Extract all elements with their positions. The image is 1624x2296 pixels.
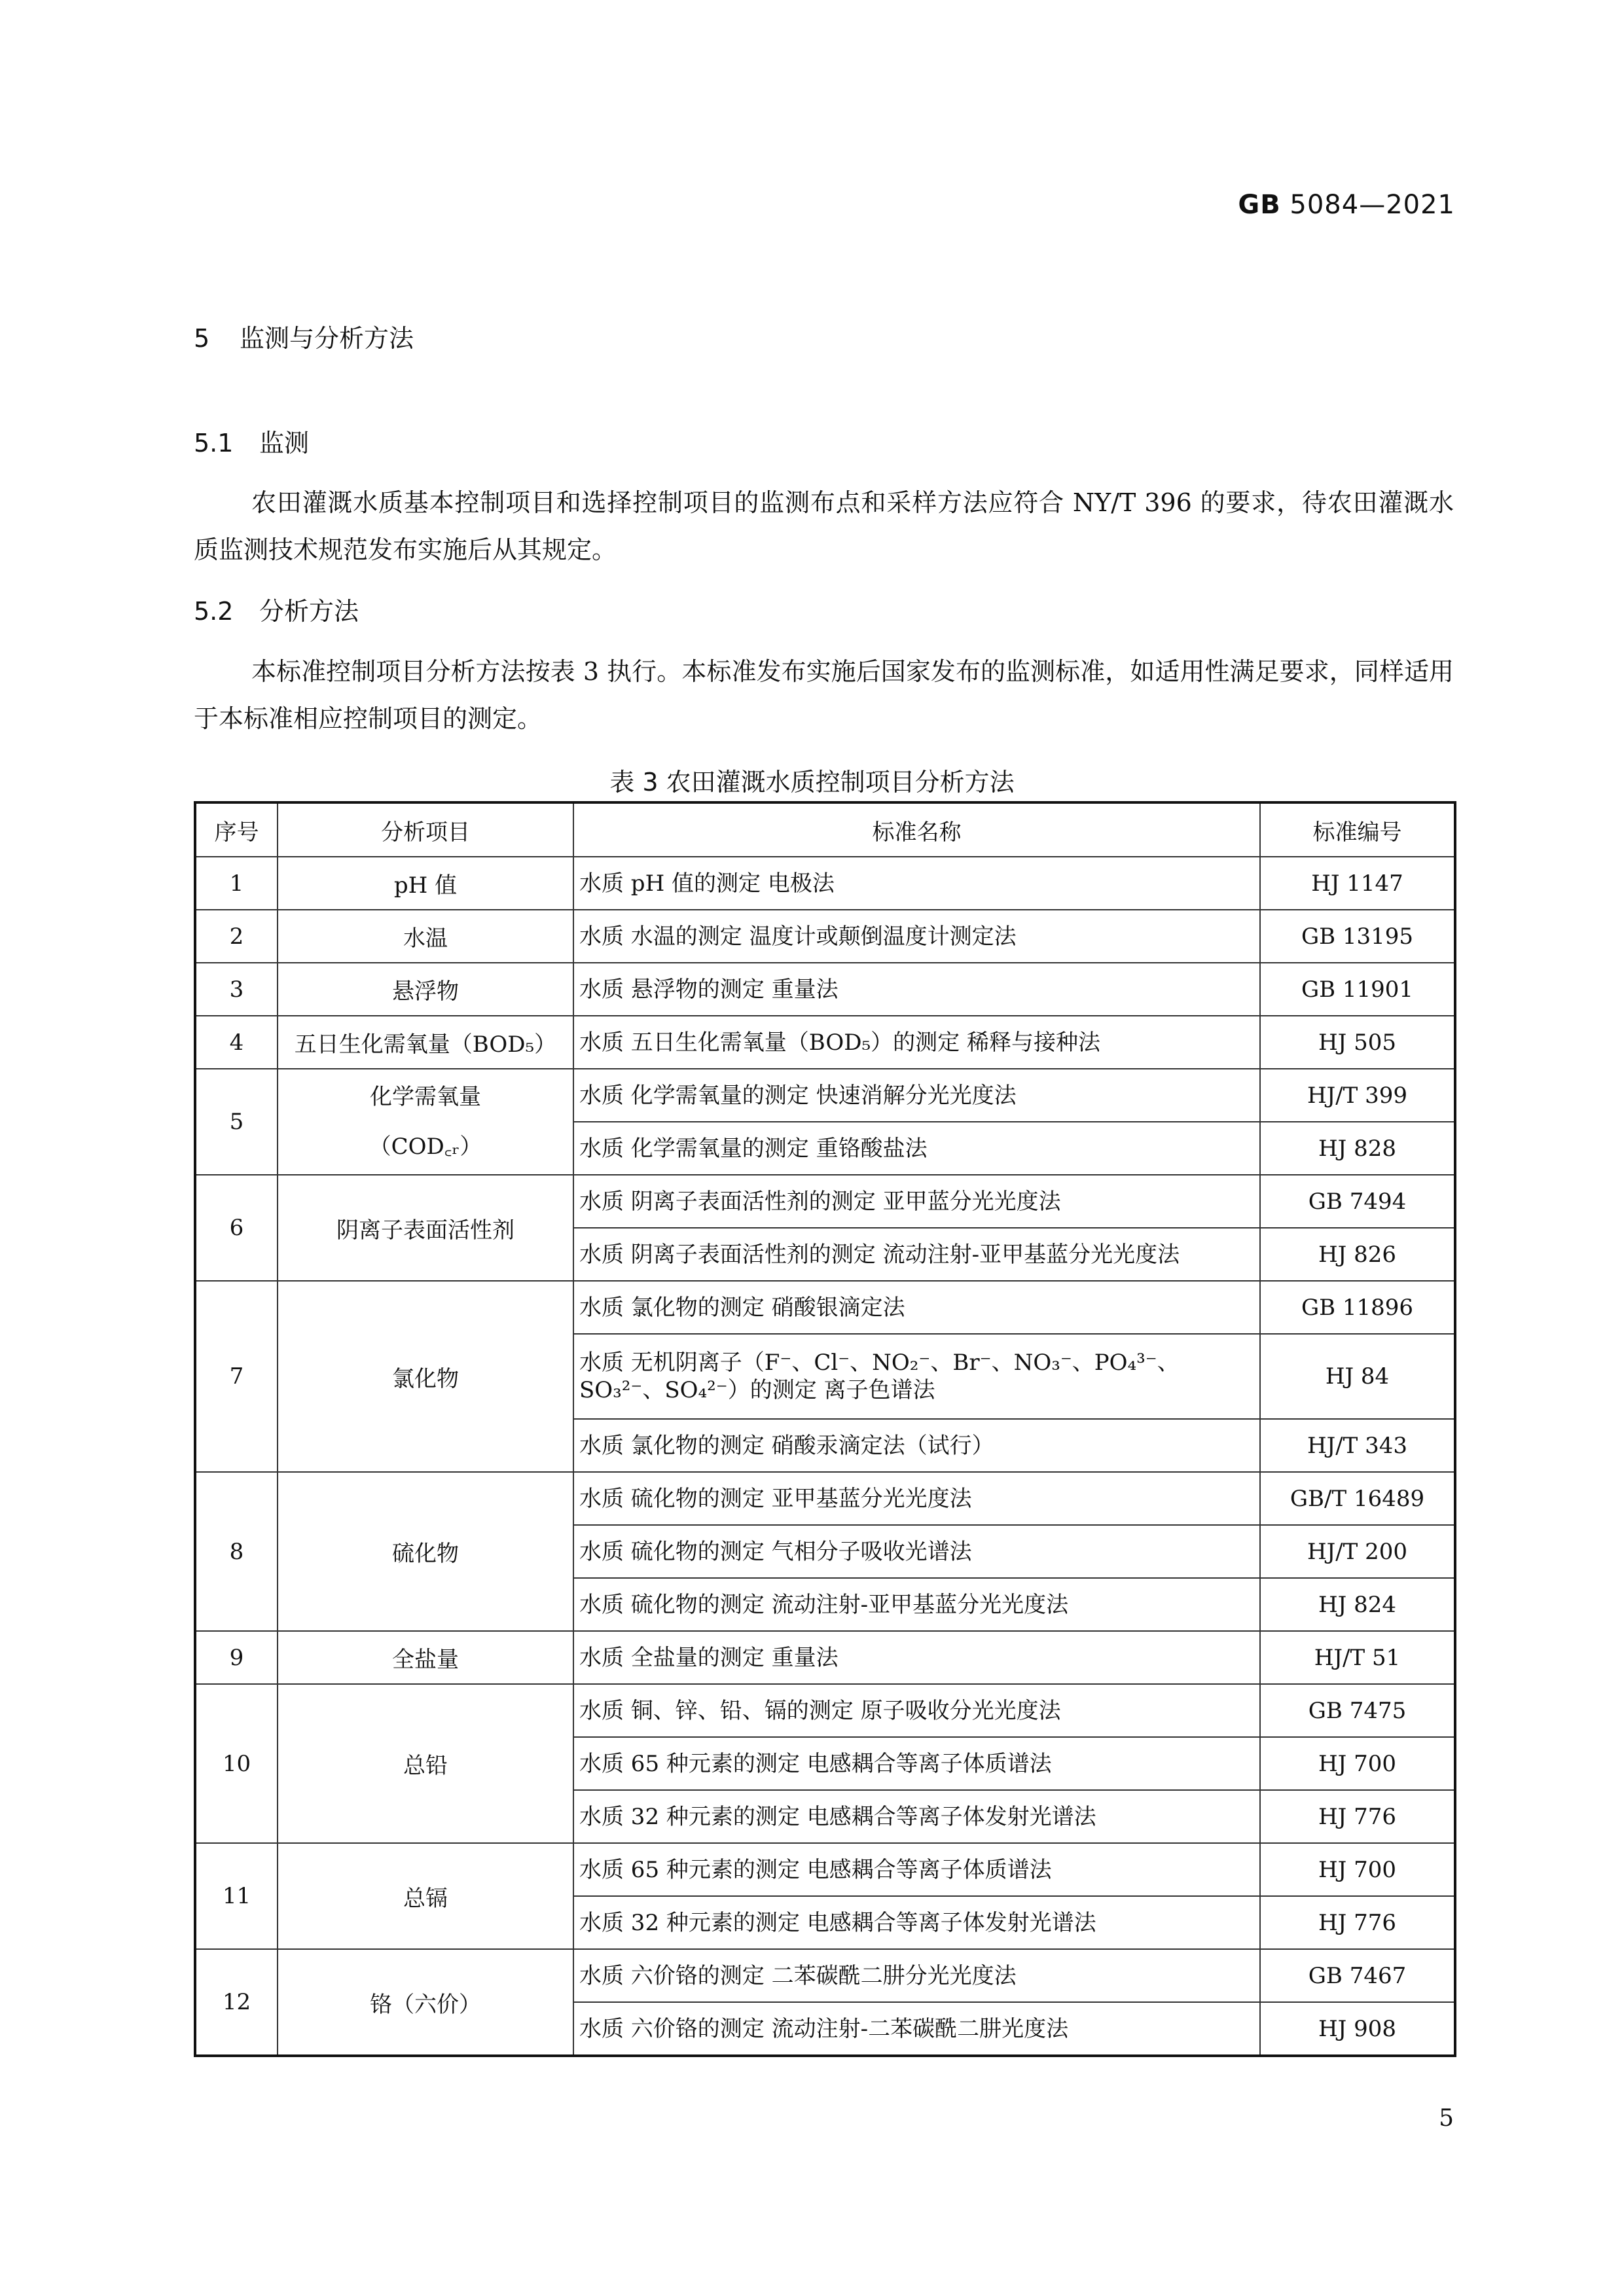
table-row (195, 857, 1455, 910)
standard-code: HJ 84 (1260, 1334, 1455, 1419)
standard-code: HJ 776 (1260, 1790, 1455, 1843)
row-no: 6 (195, 1175, 278, 1281)
standard-code: GB/T 16489 (1260, 1472, 1455, 1525)
standard-name: 水质 pH 值的测定 电极法 (573, 857, 1260, 910)
standard-name: 水质 水温的测定 温度计或颠倒温度计测定法 (573, 910, 1260, 963)
standard-code-prefix: GB (1238, 190, 1281, 220)
section-5-1-paragraph: 农田灌溉水质基本控制项目和选择控制项目的监测布点和采样方法应符合 NY/T 396 的要求，待农田灌溉水质监测技术规范发布实施后从其规定。 (194, 488, 1454, 564)
row-no: 10 (195, 1684, 278, 1843)
row-item: 悬浮物 (278, 963, 573, 1016)
row-item-line1: 化学需氧量 (370, 1084, 481, 1110)
standard-code: GB 13195 (1260, 910, 1455, 963)
standard-code: GB 11896 (1260, 1281, 1455, 1334)
standard-code: HJ 824 (1260, 1578, 1455, 1631)
standard-name: 水质 氯化物的测定 硝酸银滴定法 (573, 1281, 1260, 1334)
row-no: 12 (195, 1949, 278, 2056)
row-no: 3 (195, 963, 278, 1016)
standard-code (1238, 190, 1455, 220)
standard-code: GB 7467 (1260, 1949, 1455, 2002)
standard-name: 水质 硫化物的测定 亚甲基蓝分光光度法 (573, 1472, 1260, 1525)
row-item-line2: （COD꜀ᵣ） (369, 1134, 482, 1160)
standard-name: 水质 氯化物的测定 硝酸汞滴定法（试行） (573, 1419, 1260, 1472)
standard-name: 水质 六价铬的测定 流动注射-二苯碳酰二肼光度法 (573, 2002, 1260, 2056)
standard-name: 水质 化学需氧量的测定 快速消解分光光度法 (573, 1069, 1260, 1122)
standard-code: GB 7494 (1260, 1175, 1455, 1228)
row-item: 阴离子表面活性剂 (278, 1175, 573, 1281)
standard-code: HJ 828 (1260, 1122, 1455, 1175)
table-row (195, 1281, 1455, 1334)
section-number: 5 (194, 324, 210, 353)
standard-code: HJ 505 (1260, 1016, 1455, 1069)
row-no: 11 (195, 1843, 278, 1949)
section-number: 5.2 (194, 597, 234, 626)
standard-code: HJ 700 (1260, 1843, 1455, 1896)
page-number: 5 (1439, 2105, 1454, 2132)
standard-code: HJ 826 (1260, 1228, 1455, 1281)
standard-name: 水质 化学需氧量的测定 重铬酸盐法 (573, 1122, 1260, 1175)
row-item: 五日生化需氧量（BOD₅） (278, 1016, 573, 1069)
row-no: 9 (195, 1631, 278, 1684)
row-item: 硫化物 (278, 1472, 573, 1631)
standard-name: 水质 65 种元素的测定 电感耦合等离子体质谱法 (573, 1843, 1260, 1896)
table-caption: 表 3 农田灌溉水质控制项目分析方法 (609, 768, 1015, 797)
standard-name: 水质 65 种元素的测定 电感耦合等离子体质谱法 (573, 1737, 1260, 1790)
row-item: 总铅 (278, 1684, 573, 1843)
standard-name: 水质 五日生化需氧量（BOD₅）的测定 稀释与接种法 (573, 1016, 1260, 1069)
row-no: 8 (195, 1472, 278, 1631)
standard-name: 水质 铜、锌、铅、镉的测定 原子吸收分光光度法 (573, 1684, 1260, 1737)
standard-code: HJ 700 (1260, 1737, 1455, 1790)
row-no: 4 (195, 1016, 278, 1069)
header-no: 序号 (195, 802, 278, 857)
row-no: 5 (195, 1069, 278, 1175)
standard-name: 水质 阴离子表面活性剂的测定 流动注射-亚甲基蓝分光光度法 (573, 1228, 1260, 1281)
section-5-2-paragraph: 本标准控制项目分析方法按表 3 执行。本标准发布实施后国家发布的监测标准，如适用性满足要求，同样适用于本标准相应控制项目的测定。 (194, 657, 1454, 733)
standard-name: 水质 阴离子表面活性剂的测定 亚甲蓝分光光度法 (573, 1175, 1260, 1228)
row-item: pH 值 (278, 857, 573, 910)
standard-code: HJ/T 399 (1260, 1069, 1455, 1122)
row-item (278, 1069, 573, 1175)
row-item: 总镉 (278, 1843, 573, 1949)
section-title: 监测 (259, 429, 310, 457)
table-row (195, 1175, 1455, 1228)
standard-code: HJ/T 51 (1260, 1631, 1455, 1684)
table-row (195, 1016, 1455, 1069)
header-standard-name: 标准名称 (573, 802, 1260, 857)
standard-code: HJ 776 (1260, 1896, 1455, 1949)
standard-name: 水质 无机阴离子（F⁻、Cl⁻、NO₂⁻、Br⁻、NO₃⁻、PO₄³⁻、SO₃²⁻、SO₄²⁻）的测定 离子色谱法 (573, 1334, 1260, 1419)
table-row (195, 1631, 1455, 1684)
row-item: 铬（六价） (278, 1949, 573, 2056)
standard-name: 水质 悬浮物的测定 重量法 (573, 963, 1260, 1016)
standard-name: 水质 32 种元素的测定 电感耦合等离子体发射光谱法 (573, 1790, 1260, 1843)
row-item: 氯化物 (278, 1281, 573, 1472)
row-item: 全盐量 (278, 1631, 573, 1684)
standard-code: GB 11901 (1260, 963, 1455, 1016)
table-row (195, 1843, 1455, 1896)
header-standard-code: 标准编号 (1260, 802, 1455, 857)
row-no: 2 (195, 910, 278, 963)
section-number: 5.1 (194, 429, 234, 457)
standard-name: 水质 全盐量的测定 重量法 (573, 1631, 1260, 1684)
table-row (195, 1472, 1455, 1525)
section-5-heading (194, 318, 414, 354)
standard-name: 水质 六价铬的测定 二苯碳酰二肼分光光度法 (573, 1949, 1260, 2002)
standard-name: 水质 硫化物的测定 气相分子吸收光谱法 (573, 1525, 1260, 1578)
table-row (195, 910, 1455, 963)
row-item: 水温 (278, 910, 573, 963)
standard-code: HJ/T 343 (1260, 1419, 1455, 1472)
table-row (195, 963, 1455, 1016)
section-5-1-heading (194, 423, 309, 459)
row-no: 1 (195, 857, 278, 910)
standard-code: GB 7475 (1260, 1684, 1455, 1737)
standard-code-number: 5084—2021 (1280, 190, 1455, 220)
table-row (195, 1069, 1455, 1122)
table-row (195, 1684, 1455, 1737)
standard-code: HJ 908 (1260, 2002, 1455, 2056)
standard-name: 水质 硫化物的测定 流动注射-亚甲基蓝分光光度法 (573, 1578, 1260, 1631)
row-no: 7 (195, 1281, 278, 1472)
header-item: 分析项目 (278, 802, 573, 857)
standard-code: HJ/T 200 (1260, 1525, 1455, 1578)
table-row (195, 1949, 1455, 2002)
section-title: 监测与分析方法 (240, 324, 414, 353)
section-5-2-heading (194, 591, 359, 627)
analysis-methods-table (194, 801, 1456, 2057)
standard-name: 水质 32 种元素的测定 电感耦合等离子体发射光谱法 (573, 1896, 1260, 1949)
table-header-row (195, 802, 1455, 857)
section-title: 分析方法 (259, 597, 359, 626)
standard-code: HJ 1147 (1260, 857, 1455, 910)
